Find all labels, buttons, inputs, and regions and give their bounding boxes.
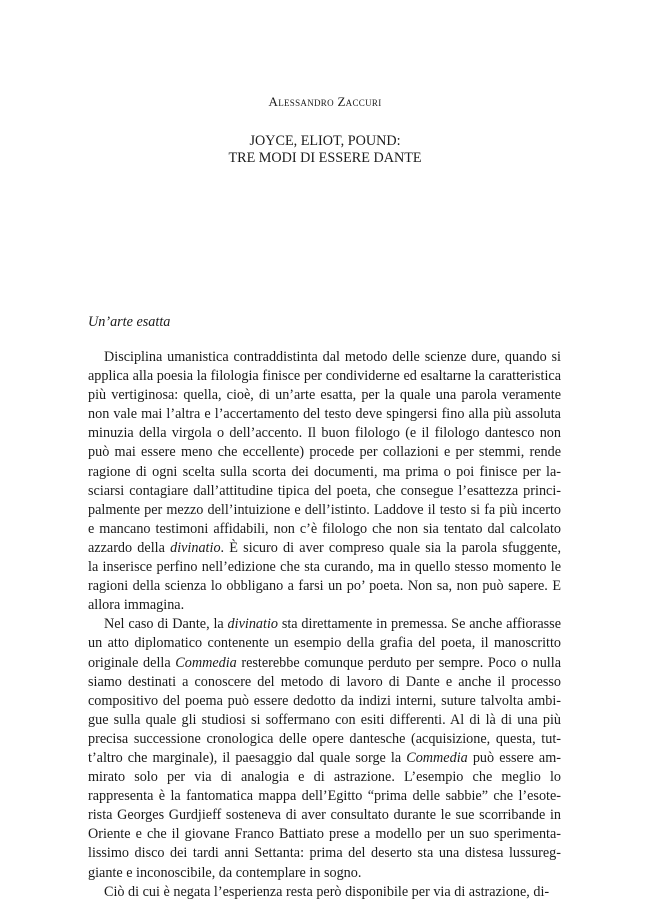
body-line: mirato solo per via di analogia e di astrazione. L’esempio che meglio lo: [88, 769, 561, 786]
body-line: gue sulla quale gli studiosi si soffermano con esiti differenti. Al di là di una più: [88, 711, 561, 728]
body-line: Nel caso di Dante, la divinatio sta direttamente in premessa. Se anche affiorasse: [104, 616, 562, 633]
author-name: Alessandro Zaccuri: [268, 94, 382, 109]
body-line: e mancano testimoni affidabili, non c’è filologo che non sia tentato dal calcolato: [88, 520, 561, 537]
body-line: ragioni della scienza lo obbligano a farsi un po’ poeta. Non sa, non può sapere. E: [88, 578, 561, 595]
body-line: palmente per mezzo dell’intuizione e dell’istinto. Laddove il testo si fa più incerto: [88, 501, 561, 518]
body-line: giante e inconoscibile, da contemplare in sogno.: [88, 864, 362, 881]
body-line: t’altro che marginale), il paesaggio dal quale sorge la Commedia può essere am-: [88, 749, 561, 766]
body-line: originale della Commedia resterebbe comunque perduto per sempre. Poco o nulla: [88, 654, 561, 671]
body-line: allora immagina.: [88, 597, 185, 614]
body-line: precisa successione cronologica delle opere dantesche (acquisizione, questa, tut-: [88, 730, 561, 747]
body-line: rappresenta è la fantomatica mappa dell’Egitto “prima delle sabbie” che l’esote-: [88, 788, 561, 805]
body-line: Ciò di cui è negata l’esperienza resta però disponibile per via di astrazione, di-: [104, 883, 550, 900]
body-line: un atto diplomatico contenente un esempio della grafia del poeta, il manoscritto: [88, 635, 561, 652]
body-line: la inserisce perfino nell’edizione che sta curando, ma in quello stesso momento le: [88, 559, 561, 576]
title-line: JOYCE, ELIOT, POUND:: [249, 133, 401, 149]
body-line: sciarsi contagiare dall’attitudine tipica del poeta, che consegue l’esattezza princi-: [88, 482, 561, 499]
body-line: Disciplina umanistica contraddistinta dal metodo delle scienze dure, quando si: [104, 349, 561, 365]
body-line: compositivo del poema può essere dedotto da indizi interni, suture talvolta ambi-: [88, 692, 561, 709]
body-line: Oriente e che il giovane Franco Battiato prese a modello per un suo sperimenta-: [88, 826, 561, 843]
title-line: TRE MODI DI ESSERE DANTE: [228, 150, 422, 166]
body-line: minuzia della virgola o dell’accento. Il buon filologo (e il filologo dantesco non: [88, 425, 561, 442]
section-heading: Un’arte esatta: [88, 314, 171, 330]
body-line: più vertiginosa: quella, cioè, di un’arte esatta, per la quale una parola veramente: [88, 387, 561, 404]
body-text: [88, 348, 561, 902]
body-line: applica alla poesia la filologia finisce per condividerne ed esaltarne la caratteristica: [88, 368, 561, 385]
body-line: non vale mai l’altra e l’accertamento del testo deve spingersi fino alla più assoluta: [88, 406, 561, 423]
body-line: lissimo disco dei tardi anni Settanta: prima del deserto sta una distesa lussureg-: [88, 845, 561, 862]
body-line: rista Georges Gurdjieff sosteneva di aver consultato durante le sue scorribande in: [88, 807, 561, 824]
essay-title: [0, 133, 650, 167]
body-line: può mai essere meno che eccellente) procede per collazioni e per stemmi, rende: [88, 444, 561, 461]
body-line: siamo destinati a conoscere del metodo di lavoro di Dante e anche il processo: [88, 673, 561, 690]
body-line: azzardo della divinatio. È sicuro di aver compreso quale sia la parola sfuggente,: [88, 539, 561, 556]
body-line: ragione di ogni scelta sulla scorta dei documenti, ma prima o poi finisce per la-: [88, 463, 561, 480]
